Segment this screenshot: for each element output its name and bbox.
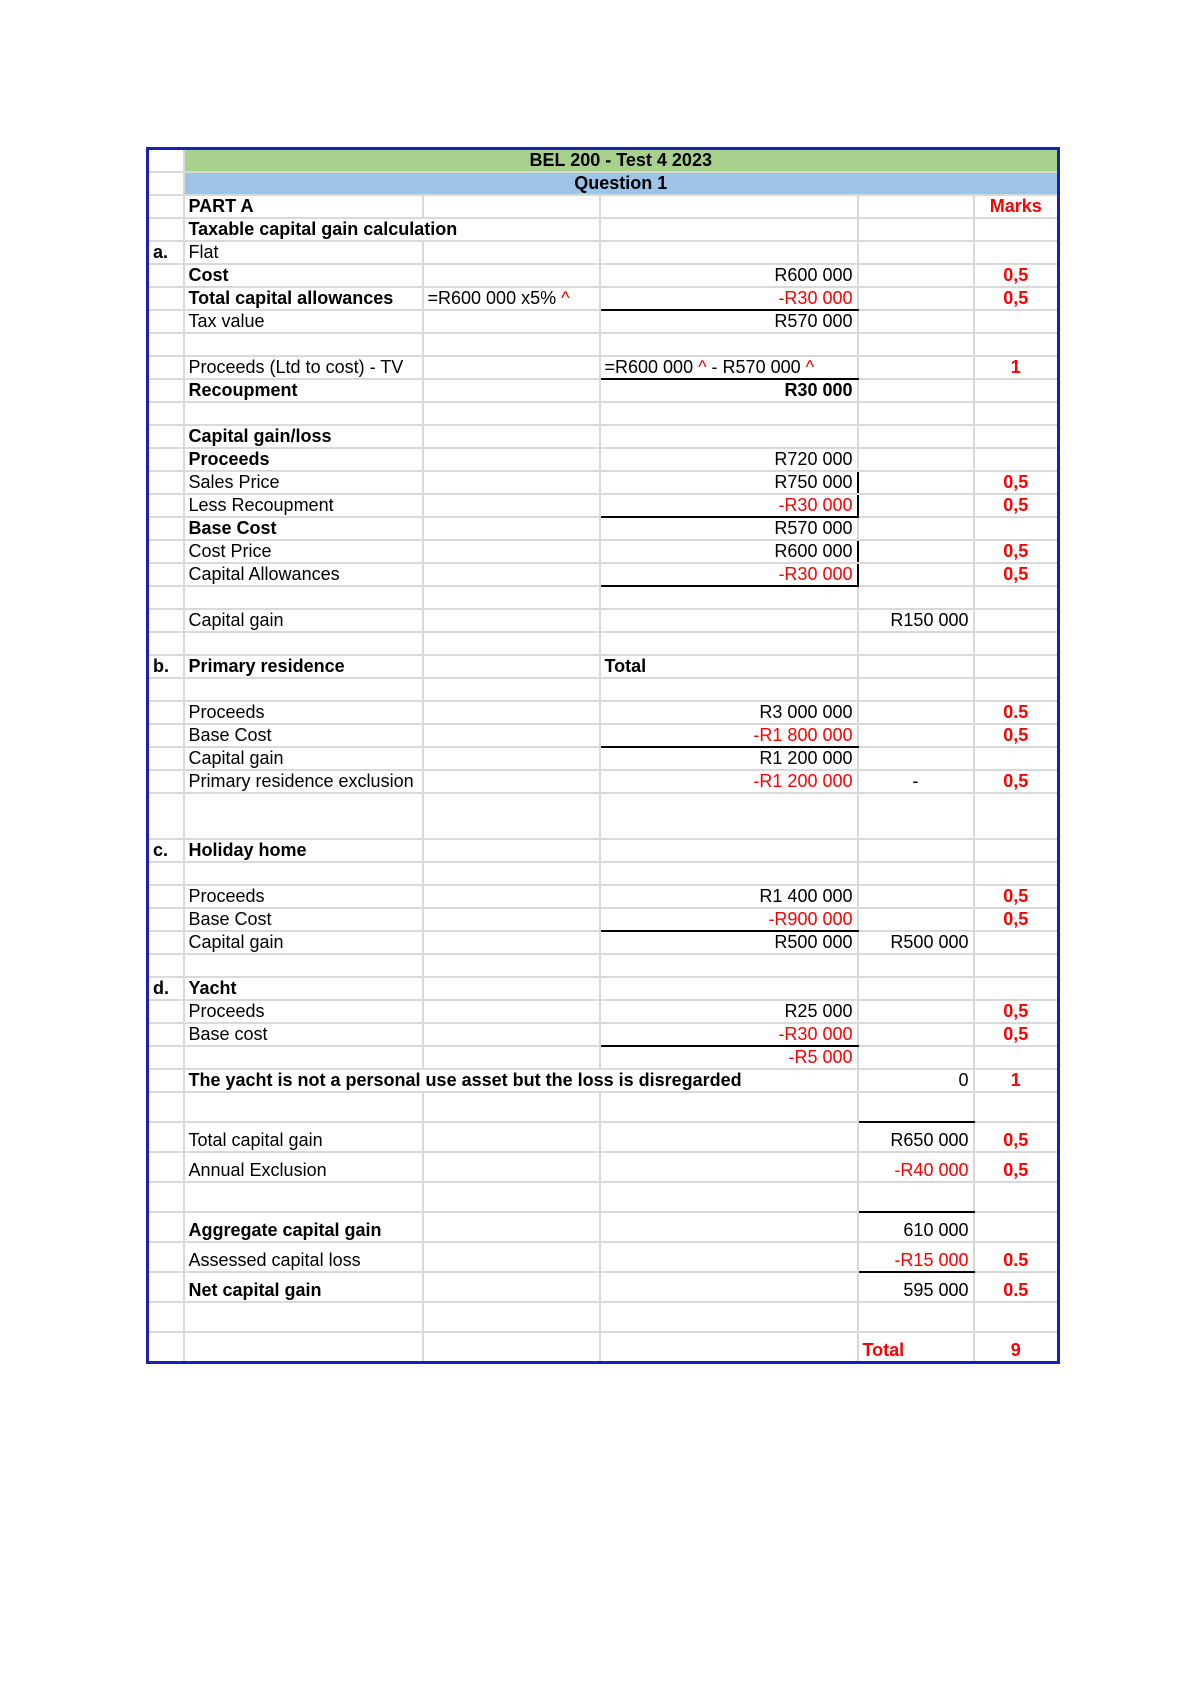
row-label: Proceeds: [184, 1000, 423, 1023]
row-label: Recoupment: [184, 379, 423, 402]
mark-cell: 0,5: [974, 494, 1059, 517]
amount-cell: -R30 000: [600, 563, 858, 586]
amount-cell: R25 000: [600, 1000, 858, 1023]
amount-cell: -R30 000: [600, 287, 858, 310]
mark-cell: 1: [974, 1069, 1059, 1092]
amount-cell: -R1 800 000: [600, 724, 858, 747]
table-row: [148, 724, 1059, 747]
caret-icon: ^: [561, 288, 570, 308]
caret-icon: ^: [805, 357, 815, 377]
table-row: [148, 517, 1059, 540]
amount-cell: R3 000 000: [600, 701, 858, 724]
sheet-title: BEL 200 - Test 4 2023: [184, 149, 1059, 173]
item-name: Holiday home: [184, 839, 423, 862]
table-row: [148, 586, 1059, 609]
row-label: Total capital gain: [184, 1122, 423, 1152]
table-row: [148, 931, 1059, 954]
amount-cell: 595 000: [858, 1272, 974, 1302]
mark-cell: 0,5: [974, 1000, 1059, 1023]
row-label: Total capital allowances: [184, 287, 423, 310]
table-row: [148, 494, 1059, 517]
row-label: Cost: [184, 264, 423, 287]
table-row: [148, 1092, 1059, 1122]
row-label: Less Recoupment: [184, 494, 423, 517]
amount-cell: R720 000: [600, 448, 858, 471]
part-row: [148, 195, 1059, 218]
table-row: [148, 977, 1059, 1000]
table-row: [148, 1242, 1059, 1272]
row-label: Proceeds: [184, 885, 423, 908]
amount-cell: R650 000: [858, 1122, 974, 1152]
item-letter: a.: [148, 241, 184, 264]
row-label: Base Cost: [184, 724, 423, 747]
table-row: [148, 747, 1059, 770]
amount-cell: R1 200 000: [600, 747, 858, 770]
table-row: [148, 540, 1059, 563]
table-row: [148, 1069, 1059, 1092]
mark-cell: 0,5: [974, 1152, 1059, 1182]
amount-cell: R750 000: [600, 471, 858, 494]
table-row: [148, 793, 1059, 839]
total-label: Total: [858, 1332, 974, 1363]
question-title: Question 1: [184, 172, 1059, 195]
mark-cell: 0.5: [974, 1242, 1059, 1272]
row-label: Net capital gain: [184, 1272, 423, 1302]
title-row: [148, 149, 1059, 173]
table-row: [148, 839, 1059, 862]
mark-cell: 0,5: [974, 724, 1059, 747]
table-row: [148, 1046, 1059, 1069]
mark-cell: 0,5: [974, 540, 1059, 563]
table-row: [148, 425, 1059, 448]
amount-cell: R570 000: [600, 310, 858, 333]
total-header: Total: [600, 655, 858, 678]
item-letter: c.: [148, 839, 184, 862]
table-row: [148, 908, 1059, 931]
question-row: [148, 172, 1059, 195]
row-label: Cost Price: [184, 540, 423, 563]
row-label: Capital gain: [184, 747, 423, 770]
amount-cell: -R30 000: [600, 1023, 858, 1046]
item-name: Flat: [184, 241, 423, 264]
item-letter: b.: [148, 655, 184, 678]
row-label: Aggregate capital gain: [184, 1212, 423, 1242]
table-row: [148, 333, 1059, 356]
table-row: [148, 954, 1059, 977]
mark-cell: 0,5: [974, 885, 1059, 908]
table-row: [148, 1302, 1059, 1332]
row-label: Capital gain: [184, 609, 423, 632]
amount-cell: R500 000: [600, 931, 858, 954]
table-row: [148, 218, 1059, 241]
amount-cell: -R1 200 000: [600, 770, 858, 793]
table-row: [148, 655, 1059, 678]
amount-cell: R600 000: [600, 264, 858, 287]
row-label: Proceeds: [184, 701, 423, 724]
mark-cell: 0,5: [974, 563, 1059, 586]
table-row: [148, 862, 1059, 885]
amount-cell: R600 000: [600, 540, 858, 563]
formula-cell: =R600 000 x5% ^: [423, 287, 600, 310]
amount-cell: 0: [858, 1069, 974, 1092]
table-row: [148, 885, 1059, 908]
row-label: Capital Allowances: [184, 563, 423, 586]
table-row: [148, 264, 1059, 287]
mark-cell: 0,5: [974, 908, 1059, 931]
mark-cell: 0,5: [974, 770, 1059, 793]
yacht-note: The yacht is not a personal use asset but the loss is disregarded: [184, 1069, 858, 1092]
table-row: [148, 1152, 1059, 1182]
row-label: Tax value: [184, 310, 423, 333]
table-row: [148, 1023, 1059, 1046]
part-label: PART A: [184, 195, 423, 218]
table-row: [148, 448, 1059, 471]
amount-cell: -R40 000: [858, 1152, 974, 1182]
table-row: [148, 471, 1059, 494]
mark-cell: 0,5: [974, 287, 1059, 310]
table-row: [148, 241, 1059, 264]
total-marks: 9: [974, 1332, 1059, 1363]
row-label: Annual Exclusion: [184, 1152, 423, 1182]
table-row: [148, 1182, 1059, 1212]
row-label: Primary residence exclusion: [184, 770, 423, 793]
row-label: Assessed capital loss: [184, 1242, 423, 1272]
amount-cell: -R900 000: [600, 908, 858, 931]
spreadsheet: [146, 147, 1060, 1364]
item-name: Yacht: [184, 977, 423, 1000]
row-label: Proceeds (Ltd to cost) - TV: [184, 356, 423, 379]
table-row: [148, 356, 1059, 379]
row-label: Base Cost: [184, 517, 423, 540]
item-name: Primary residence: [184, 655, 423, 678]
table-row: [148, 1272, 1059, 1302]
amount-cell: R1 400 000: [600, 885, 858, 908]
table-row: [148, 770, 1059, 793]
table-row: [148, 402, 1059, 425]
table-row: [148, 701, 1059, 724]
dash-cell: -: [858, 770, 974, 793]
table-row: [148, 310, 1059, 333]
row-label: Capital gain: [184, 931, 423, 954]
row-label: Base Cost: [184, 908, 423, 931]
mark-cell: 0,5: [974, 471, 1059, 494]
table-row: [148, 287, 1059, 310]
caret-icon: ^: [698, 357, 707, 377]
mark-cell: 0.5: [974, 1272, 1059, 1302]
mark-cell: 0,5: [974, 264, 1059, 287]
table-row: [148, 1000, 1059, 1023]
amount-cell: R30 000: [600, 379, 858, 402]
amount-cell: 610 000: [858, 1212, 974, 1242]
table-row: [148, 609, 1059, 632]
table-row: [148, 1122, 1059, 1152]
row-label: Base cost: [184, 1023, 423, 1046]
mark-cell: 0,5: [974, 1023, 1059, 1046]
mark-cell: 1: [974, 356, 1059, 379]
mark-cell: 0.5: [974, 701, 1059, 724]
item-letter: d.: [148, 977, 184, 1000]
amount-cell: R500 000: [858, 931, 974, 954]
table-row: [148, 678, 1059, 701]
table-row: [148, 632, 1059, 655]
amount-cell: R150 000: [858, 609, 974, 632]
table-row: [148, 379, 1059, 402]
amount-cell: -R30 000: [600, 494, 858, 517]
table-row: [148, 1212, 1059, 1242]
amount-cell: -R15 000: [858, 1242, 974, 1272]
total-row: [148, 1332, 1059, 1363]
formula-cell: =R600 000 ^ - R570 000 ^: [600, 356, 858, 379]
mark-cell: 0,5: [974, 1122, 1059, 1152]
amount-cell: R570 000: [600, 517, 858, 540]
amount-cell: -R5 000: [600, 1046, 858, 1069]
section-subtitle: Taxable capital gain calculation: [184, 218, 600, 241]
row-label: Capital gain/loss: [184, 425, 423, 448]
row-label: Sales Price: [184, 471, 423, 494]
row-label: Proceeds: [184, 448, 423, 471]
marks-header: Marks: [974, 195, 1059, 218]
table-row: [148, 563, 1059, 586]
